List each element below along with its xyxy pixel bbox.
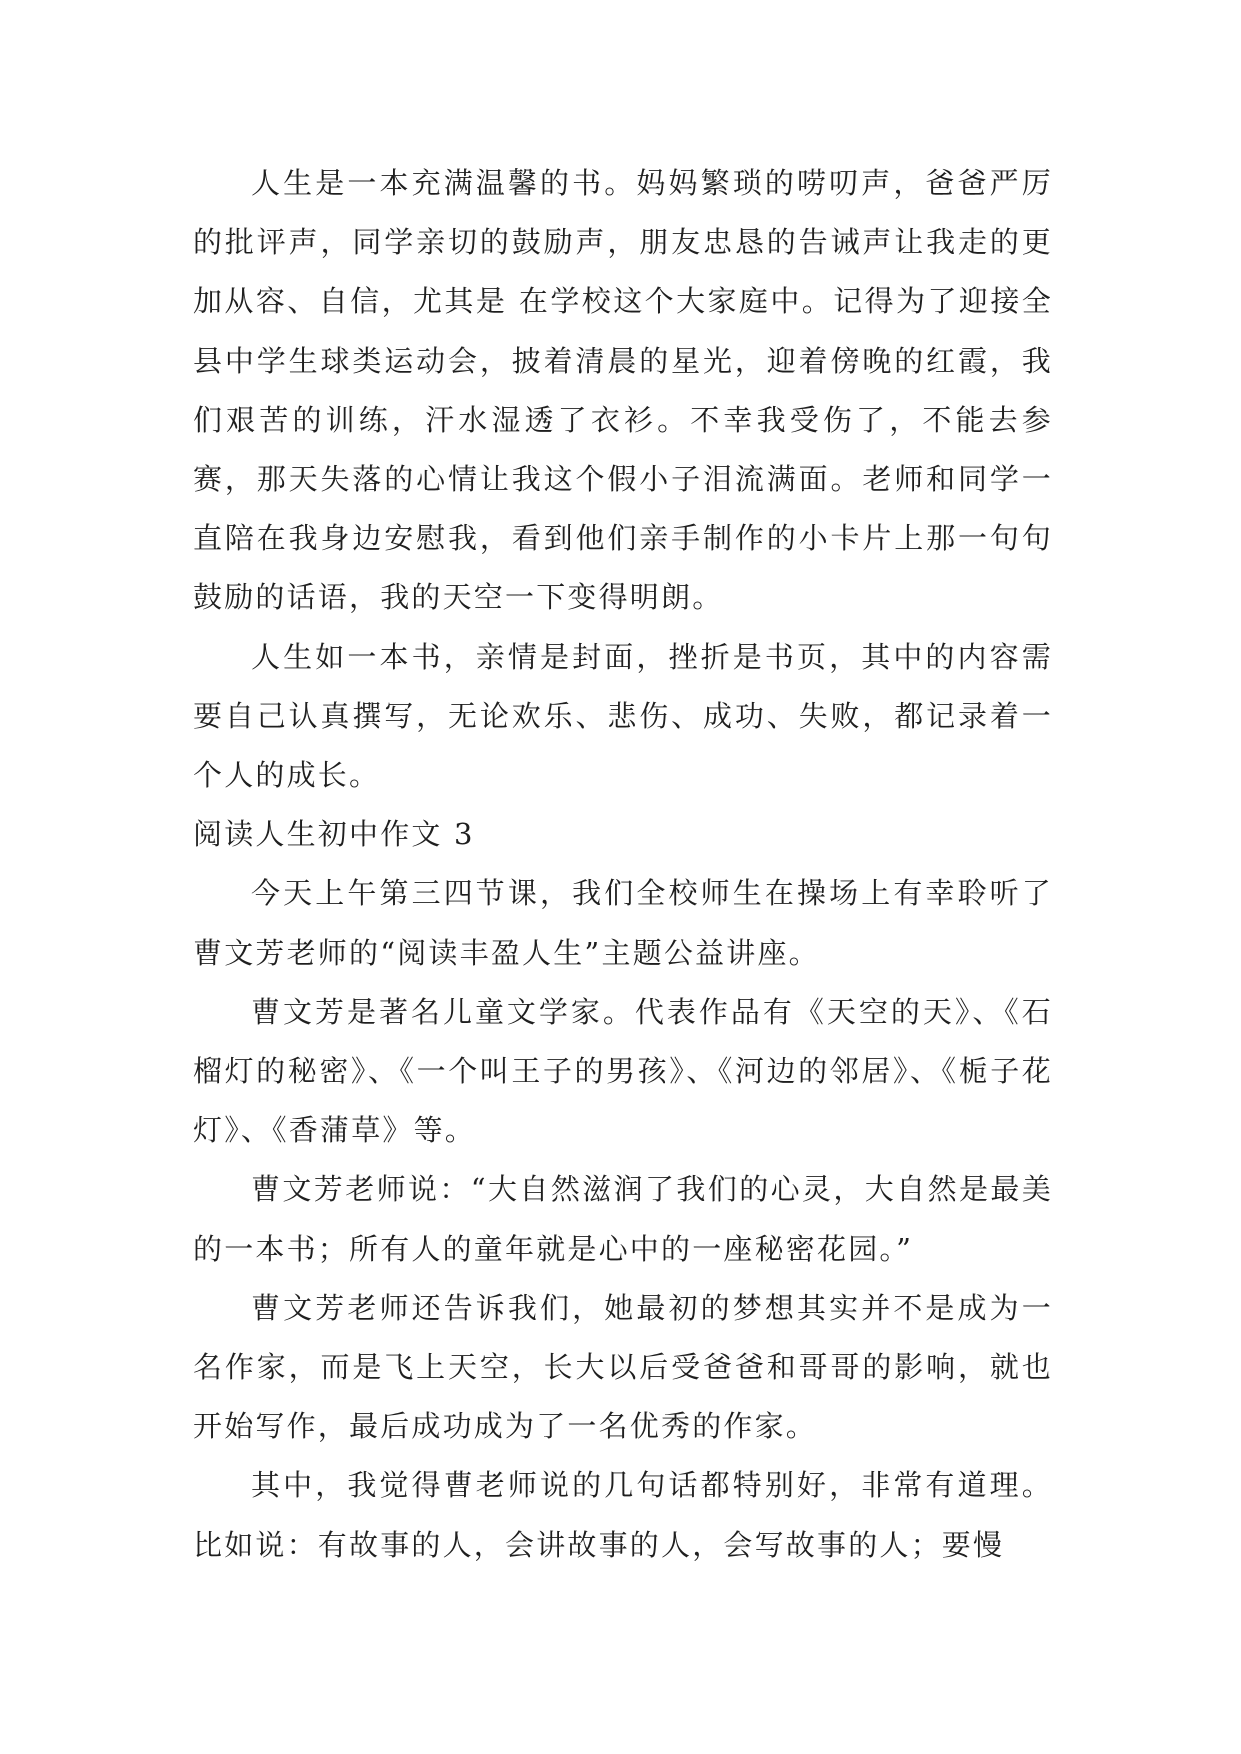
paragraph-nature-quote: 曹文芳老师说：“大自然滋润了我们的心灵，大自然是最美的一本书；所有人的童年就是心中的一座秘密花园。” <box>193 1172 1053 1266</box>
document-body <box>193 154 1053 1575</box>
paragraph-sayings: 其中，我觉得曹老师说的几句话都特别好，非常有道理。比如说：有故事的人，会讲故事的人，会写故事的人；要慢 <box>193 1468 1053 1562</box>
essay-heading: 阅读人生初中作文 3 <box>193 817 475 852</box>
paragraph-life-as-book: 人生如一本书，亲情是封面，挫折是书页，其中的内容需要自己认真撰写，无论欢乐、悲伤、成功、失败，都记录着一个人的成长。 <box>193 639 1053 793</box>
paragraph-dream: 曹文芳老师还告诉我们，她最初的梦想其实并不是成为一名作家，而是飞上天空，长大以后受爸爸和哥哥的影响，就也开始写作，最后成功成为了一名优秀的作家。 <box>193 1290 1053 1444</box>
paragraph-author-works: 曹文芳是著名儿童文学家。代表作品有《天空的天》、《石榴灯的秘密》、《一个叫王子的男孩》、《河边的邻居》、《栀子花灯》、《香蒲草》等。 <box>193 994 1053 1148</box>
paragraph-lecture: 今天上午第三四节课，我们全校师生在操场上有幸聆听了曹文芳老师的“阅读丰盈人生”主题公益讲座。 <box>193 876 1053 970</box>
paragraph-book-of-warmth: 人生是一本充满温馨的书。妈妈繁琐的唠叨声，爸爸严厉的批评声，同学亲切的鼓励声，朋友忠恳的告诫声让我走的更加从容、自信，尤其是 在学校这个大家庭中。记得为了迎接全县中学生球类运动会，披着清晨的星光，迎着傍晚的红霞，我们艰苦的训练，汗水湿透了衣衫。不幸我受伤了，不能去参赛，那天失落的心情让我这个假小子泪流满面。老师和同学一直陪在我身边安慰我，看到他们亲手制作的小卡片上那一句句鼓励的话语，我的天空一下变得明朗。 <box>193 166 1053 615</box>
